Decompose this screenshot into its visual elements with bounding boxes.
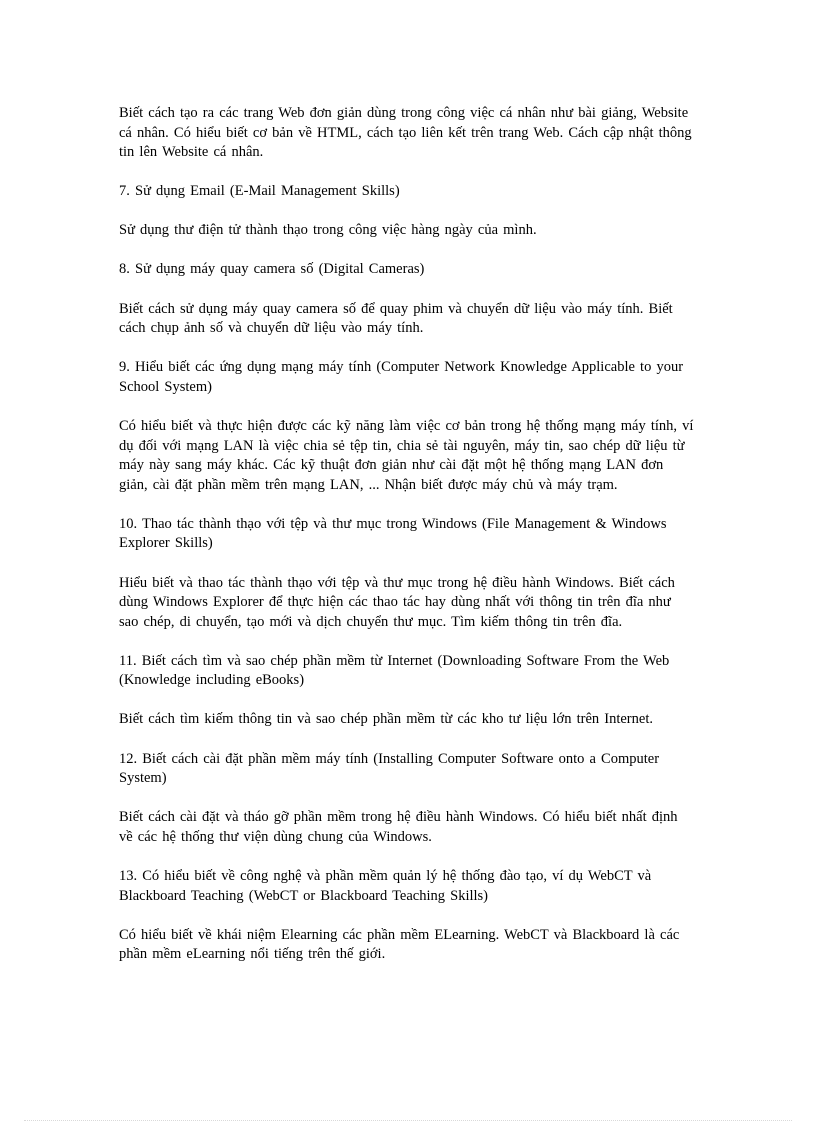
heading-installing-software: 12. Biết cách cài đặt phần mềm máy tính (Installing Computer Software onto a Computer System) xyxy=(119,750,660,787)
paragraph-network-knowledge: Có hiểu biết và thực hiện được các kỹ năng làm việc cơ bản trong hệ thống mạng máy tính, ví dụ đối với mạng LAN là việc chia sẻ tệp tin, chia sẻ tài nguyên, máy tin, sao chép dữ liệu từ máy này sang máy khác. Các kỹ thuật đơn giản như cài đặt một hệ thống mạng LAN đơn giản, cài đặt phần mềm trên mạng LAN, ... Nhận biết được máy chủ và máy trạm. xyxy=(119,417,694,493)
paragraph-web-pages: Biết cách tạo ra các trang Web đơn giản dùng trong công việc cá nhân như bài giảng, Website cá nhân. Có hiểu biết cơ bản về HTML, cách tạo liên kết trên trang Web. Cách cập nhật thông tin lên Website cá nhân. xyxy=(119,105,692,161)
paragraph-downloading-software: Biết cách tìm kiếm thông tin và sao chép phần mềm từ các kho tư liệu lớn trên Internet. xyxy=(119,711,653,728)
paragraph-installing-software: Biết cách cài đặt và tháo gỡ phần mềm trong hệ điều hành Windows. Có hiểu biết nhất định về các hệ thống thư viện dùng chung của Windows. xyxy=(119,809,678,845)
heading-digital-cameras: 8. Sử dụng máy quay camera số (Digital Cameras) xyxy=(119,261,425,278)
paragraph-email: Sử dụng thư điện tử thành thạo trong công việc hàng ngày của mình. xyxy=(119,222,537,239)
heading-network-knowledge: 9. Hiểu biết các ứng dụng mạng máy tính (Computer Network Knowledge Applicable to your School System) xyxy=(119,359,684,395)
paragraph-file-management: Hiểu biết và thao tác thành thạo với tệp và thư mục trong hệ điều hành Windows. Biết cách dùng Windows Explorer để thực hiện các thao tác hay dùng nhất với thông tin trên đĩa như sao chép, di chuyển, tạo mới và dịch chuyển thư mục. Tìm kiếm thông tin trên đĩa. xyxy=(119,574,675,630)
document-body xyxy=(119,104,694,984)
heading-elearning-systems: 13. Có hiểu biết về công nghệ và phần mềm quản lý hệ thống đào tạo, ví dụ WebCT và Blackboard Teaching (WebCT or Blackboard Teaching Skills) xyxy=(119,867,652,904)
page-bottom-divider xyxy=(24,1120,792,1121)
paragraph-digital-cameras: Biết cách sử dụng máy quay camera số để quay phim và chuyển dữ liệu vào máy tính. Biết cách chụp ảnh số và chuyển dữ liệu vào máy tính. xyxy=(119,300,673,337)
heading-file-management: 10. Thao tác thành thạo với tệp và thư mục trong Windows (File Management & Windows Explorer Skills) xyxy=(119,515,667,552)
heading-downloading-software: 11. Biết cách tìm và sao chép phần mềm từ Internet (Downloading Software From the Web (Knowledge including eBooks) xyxy=(119,652,670,689)
paragraph-elearning-systems: Có hiểu biết về khái niệm Elearning các phần mềm ELearning. WebCT và Blackboard là các phần mềm eLearning nổi tiếng trên thế giới. xyxy=(119,926,680,963)
heading-email: 7. Sử dụng Email (E-Mail Management Skills) xyxy=(119,183,400,200)
